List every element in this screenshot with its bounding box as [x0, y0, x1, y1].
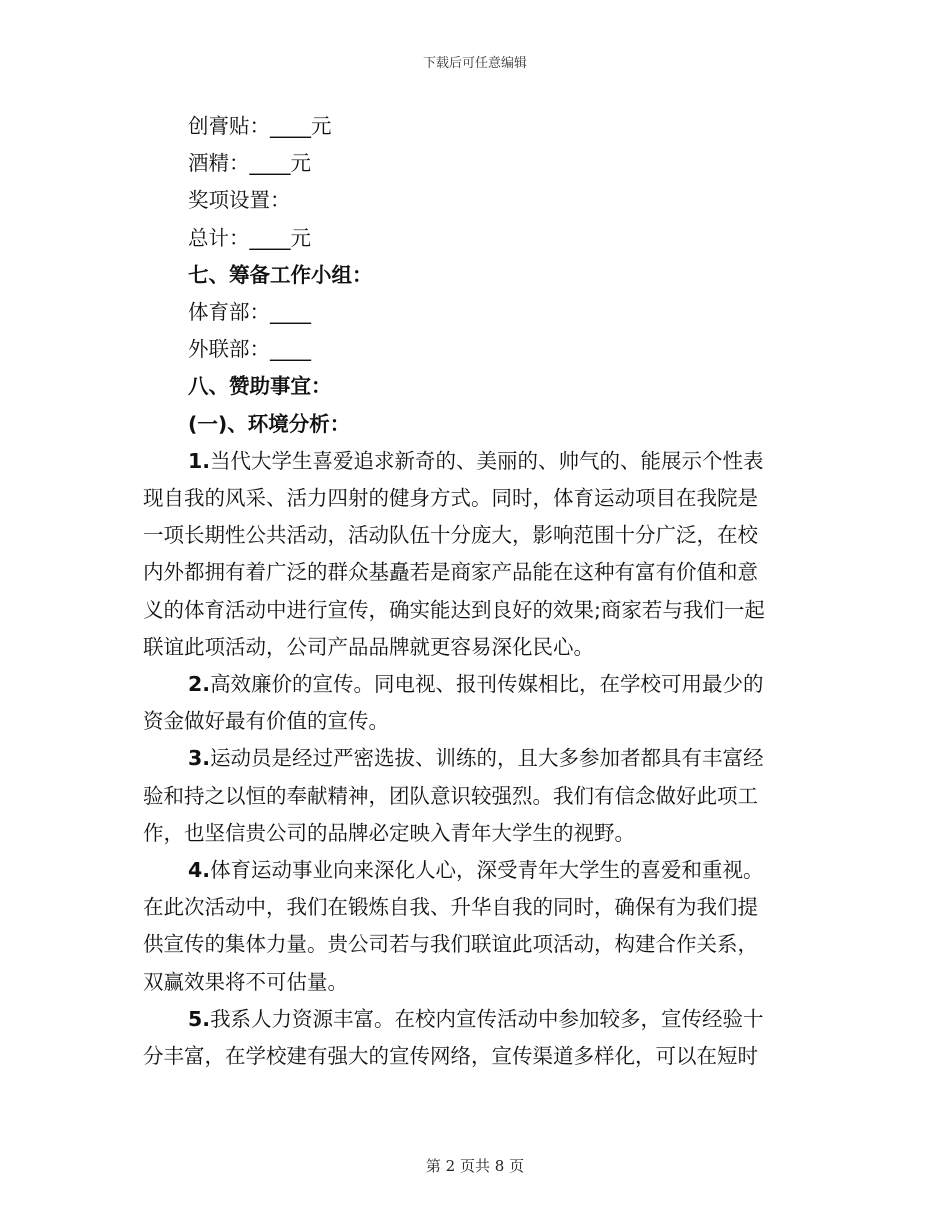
team-external-dept: 外联部：____	[188, 337, 311, 362]
paragraph-line: 当代大学生喜爱追求新奇的、美丽的、帅气的、能展示个性表	[210, 448, 764, 473]
section-8-heading: 八、赞助事宜：	[188, 374, 332, 399]
paragraph-number: 1.	[188, 448, 211, 473]
paragraph-line: 体育运动事业向来深化人心，深受青年大学生的喜爱和重视。	[210, 858, 764, 883]
paragraph-line: 运动员是经过严密选拔、训练的，且大多参加者都具有丰富经	[210, 746, 764, 771]
paragraph-line: 双赢效果将不可估量。	[143, 969, 348, 994]
budget-item-awards: 奖项设置：	[188, 188, 291, 213]
page-header: 下载后可任意编辑	[422, 56, 527, 71]
paragraph-line: 我系人力资源丰富。在校内宣传活动中参加较多，宣传经验十	[210, 1006, 764, 1031]
paragraph-number: 3.	[188, 746, 211, 771]
paragraph-line: 现自我的风采、活力四射的健身方式。同时，体育运动项目在我院是	[143, 486, 758, 511]
paragraph-line: 供宣传的集体力量。贵公司若与我们联谊此项活动，构建合作关系，	[143, 932, 758, 957]
paragraph-line: 在此次活动中，我们在锻炼自我、升华自我的同时，确保有为我们提	[143, 895, 758, 920]
paragraph-line: 资金做好最有价值的宣传。	[143, 709, 389, 734]
paragraph-line: 联谊此项活动，公司产品品牌就更容易深化民心。	[143, 634, 594, 659]
paragraph-number: 2.	[188, 672, 211, 697]
budget-item-plaster: 创膏贴：____元	[188, 114, 332, 138]
budget-item-total: 总计：____元	[188, 225, 311, 250]
budget-item-alcohol: 酒精：____元	[188, 151, 311, 176]
page-footer: 第 2 页共 8 页	[425, 1157, 525, 1175]
paragraph-2	[143, 666, 813, 740]
paragraph-line: 高效廉价的宣传。同电视、报刊传媒相比，在学校可用最少的	[210, 672, 764, 697]
paragraph-line: 内外都拥有着广泛的群众基矗若是商家产品能在这种有富有价值和意	[143, 560, 758, 585]
paragraph-line: 义的体育活动中进行宣传，确实能达到良好的效果;商家若与我们一起	[143, 597, 765, 622]
document-body	[143, 108, 813, 1075]
paragraph-3	[143, 740, 813, 852]
paragraph-line: 作，也坚信贵公司的品牌必定映入青年大学生的视野。	[143, 820, 635, 845]
paragraph-4	[143, 852, 813, 1001]
paragraph-number: 4.	[188, 858, 211, 883]
paragraph-line: 分丰富，在学校建有强大的宣传网络，宣传渠道多样化，可以在短时	[143, 1044, 758, 1069]
paragraph-number: 5.	[188, 1006, 211, 1031]
paragraph-5	[143, 1001, 813, 1075]
paragraph-1	[143, 443, 813, 666]
subsection-1-heading: (一)、环境分析：	[188, 411, 351, 436]
paragraph-line: 验和持之以恒的奉献精神，团队意识较强烈。我们有信念做好此项工	[143, 783, 758, 808]
team-sports-dept: 体育部：____	[188, 300, 311, 325]
section-7-heading: 七、筹备工作小组：	[188, 262, 373, 287]
paragraph-line: 一项长期性公共活动，活动队伍十分庞大，影响范围十分广泛，在校	[143, 523, 758, 548]
